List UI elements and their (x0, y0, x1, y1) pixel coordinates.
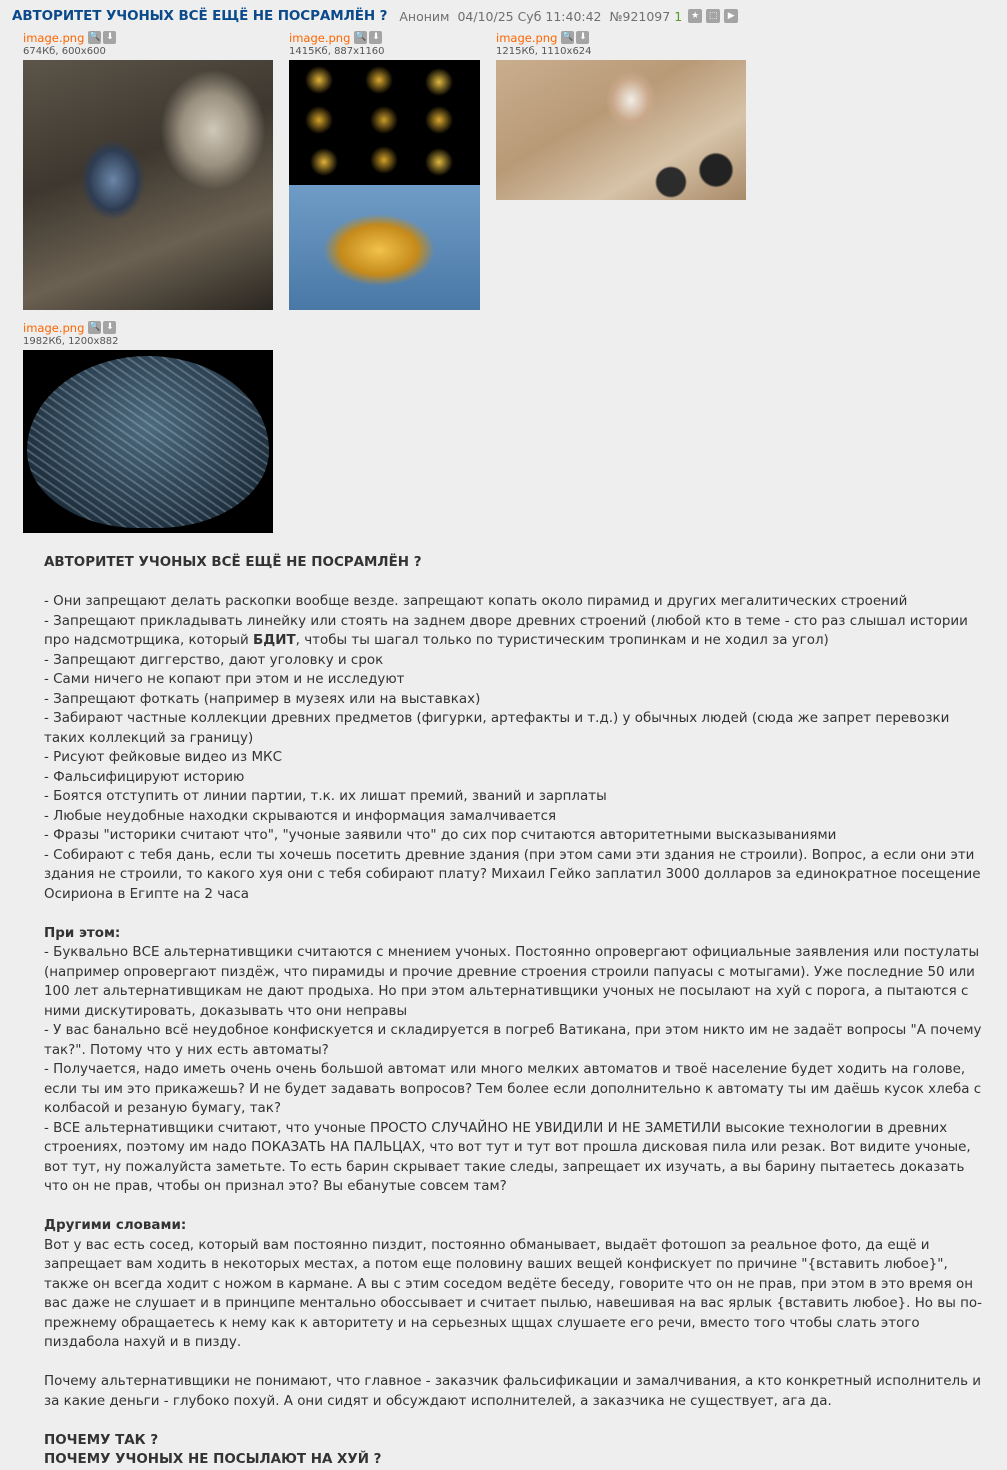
body-line: - У вас банально всё неудобное конфискуется и складируется в погреб Ватикана, при этом никто им не задаёт вопросы "А почему так?". Потому что у них есть автоматы? (44, 1023, 986, 1058)
body-line: - Собирают с тебя дань, если ты хочешь посетить древние здания (при этом сами эти здания не строили). Вопрос, а если они эти здания не строили, то какого хуя они с тебя собирают плату? Михаил Гейко заплатил 3000 долларов за единократное посещение Осириона в Египте на 2 часа (44, 847, 985, 902)
post-date: 04/10/25 Суб 11:40:42 (457, 8, 602, 24)
file-attachment (289, 30, 480, 310)
post-body (44, 553, 989, 1470)
file-attachment (23, 320, 273, 533)
body-line: - Они запрещают делать раскопки вообще везде. запрещают копать около пирамид и других мегалитических строений (44, 594, 908, 609)
file-name-link[interactable]: image.png (289, 30, 351, 45)
search-icon[interactable]: 🔍 (89, 32, 101, 42)
file-info: 1215Кб, 1110x624 (496, 46, 592, 57)
engraved-stone-image (27, 356, 269, 528)
search-icon[interactable]: 🔍 (562, 32, 574, 42)
body-line: - Боятся отступить от линии партии, т.к. их лишат премий, званий и зарплаты (44, 789, 607, 804)
download-icon[interactable]: ⬇ (103, 321, 116, 334)
closing-line: ПОЧЕМУ ТАК ? (44, 1432, 159, 1448)
section-heading: Другими словами: (44, 1218, 187, 1233)
body-line: - Запрещают диггерство, дают уголовку и срок (44, 652, 384, 668)
image-thumbnail[interactable] (289, 60, 480, 310)
body-line: - Фразы "историки считают что", "учоные заявили что" до сих пор считаются авторитетными высказываниями (44, 828, 837, 843)
file-info: 1415Кб, 887x1160 (289, 46, 385, 57)
download-icon[interactable]: ⬇ (103, 31, 116, 44)
post-author: Аноним (399, 8, 450, 24)
download-icon[interactable]: ⬇ (576, 31, 589, 44)
post-title: АВТОРИТЕТ УЧОНЫХ ВСЁ ЕЩЁ НЕ ПОСРАМЛЁН ? (12, 8, 388, 24)
image-thumbnail[interactable] (23, 350, 273, 533)
file-name-link[interactable]: image.png (23, 30, 85, 45)
search-icon[interactable]: 🔍 (89, 322, 101, 332)
download-icon[interactable]: ⬇ (369, 31, 382, 44)
file-attachment (496, 30, 746, 200)
body-line: - ВСЕ альтернативщики считают, что учоные ПРОСТО СЛУЧАЙНО НЕ УВИДИЛИ И НЕ ЗАМЕТИЛИ высокие технологии в древних строениях, поэтому им надо ПОКАЗАТЬ НА ПАЛЬЦАХ, что вот тут и тут вот прошла дисковая пила или резак. Вот видите учоные, вот тут, ну пожалуйста заметьте. То есть барин скрывает такие следы, запрещает их изучать, а вы барину пытаетесь доказать что он не прав, чтобы он признал это? Вы ебанутые совсем там? (44, 1120, 975, 1194)
body-line: - Сами ничего не копают при этом и не исследуют (44, 672, 405, 687)
image-thumbnail[interactable] (23, 60, 273, 310)
gold-airplane-image (289, 185, 480, 310)
file-info: 1982Кб, 1200x882 (23, 336, 119, 347)
post-number[interactable]: №921097 (609, 8, 671, 24)
favorite-icon[interactable]: ★ (688, 9, 702, 23)
body-paragraph: Почему альтернативщики не понимают, что главное - заказчик фальсификации и замалчивания, а кто конкретный исполнитель и за какие деньги - глубоко похуй. А они сидят и обсуждают исполнителей, а заказчика не существует, ага да. (44, 1374, 986, 1409)
body-line: - Любые неудобные находки скрываются и информация замалчивается (44, 808, 557, 824)
file-info: 674Кб, 600x600 (23, 46, 106, 57)
closing-line: ПОЧЕМУ УЧОНЫХ НЕ ПОСЫЛАЮТ НА ХУЙ ? (44, 1452, 382, 1467)
body-line: - Забирают частные коллекции древних предметов (фигурки, артефакты и т.д.) у обычных людей (сюда же запрет перевозки таких коллекций за границу) (44, 711, 954, 746)
play-icon[interactable]: ▶ (724, 9, 738, 23)
body-line: - Рисуют фейковые видео из МКС (44, 750, 282, 765)
body-line: - Получается, надо иметь очень очень большой автомат или много мелких автоматов и твоё население будет ходить на голове, если ты им это прикажешь? И не будет задавать вопросов? Тем более если дополнительно к автомату ты им даёшь кусок хлеба с колбасой и резаную бумагу, так? (44, 1062, 986, 1116)
body-line: - Фальсифицируют историю (44, 769, 245, 785)
post-header (12, 6, 742, 26)
section-heading: При этом: (44, 925, 121, 941)
emphasis: БДИТ (253, 633, 296, 648)
body-line: - Запрещают прикладывать линейку или стоять на заднем дворе древних строений (любой кто в теме - сто раз слышал истории про надсмотрщика, который БДИТ, чтобы ты шагал только по туристическим тропинкам и не ходил за угол) (44, 613, 973, 648)
image-thumbnail[interactable] (496, 60, 746, 200)
search-icon[interactable]: 🔍 (355, 32, 367, 42)
body-heading: АВТОРИТЕТ УЧОНЫХ ВСЁ ЕЩЁ НЕ ПОСРАМЛЁН ? (44, 555, 422, 570)
file-name-link[interactable]: image.png (496, 30, 558, 45)
gold-figurines-image (289, 60, 480, 185)
body-line: - Запрещают фоткать (например в музеях или на выставках) (44, 691, 481, 707)
body-line: - Буквально ВСЕ альтернативщики считаются с мнением учоных. Постоянно опровергают официальные заявления или постулаты (например опровергают пиздёж, что пирамиды и прочие древние строения строили папуасы с мотыгами). Уже последние 50 или 100 лет альтернативщикам не дают продыха. Но при этом альтернативщики учоных не посылают на хуй с порога, а пытаются с ними дискутировать, доказывать что они неправы (44, 945, 984, 1019)
file-name-link[interactable]: image.png (23, 320, 85, 335)
reply-count[interactable]: 1 (674, 8, 683, 24)
expand-icon[interactable]: ⬚ (706, 9, 720, 23)
post-meta (399, 9, 674, 24)
body-paragraph: Вот у вас есть сосед, который вам постоянно пиздит, постоянно обманывает, выдаёт фотошоп за реальное фото, да ещё и запрещает вам ходить в некоторых местах, а потом еще половину ваших вещей конфискует по причине "{вставить любое}", также он всегда ходит с ножом в кармане. А вы с этим соседом ведёте беседу, говорите что он не прав, при этом в это время он вас даже не слушает и в принципе ментально обоссывает и считает пылью, навешивая на вас ярлык {вставить любое}. Но вы по-прежнему обращаетесь к нему как к авторитету и на серьезных щщах слушаете его речи, вместо того чтобы слать этого пиздабола нахуй и в пизду. (44, 1237, 982, 1350)
file-attachment (23, 30, 273, 310)
